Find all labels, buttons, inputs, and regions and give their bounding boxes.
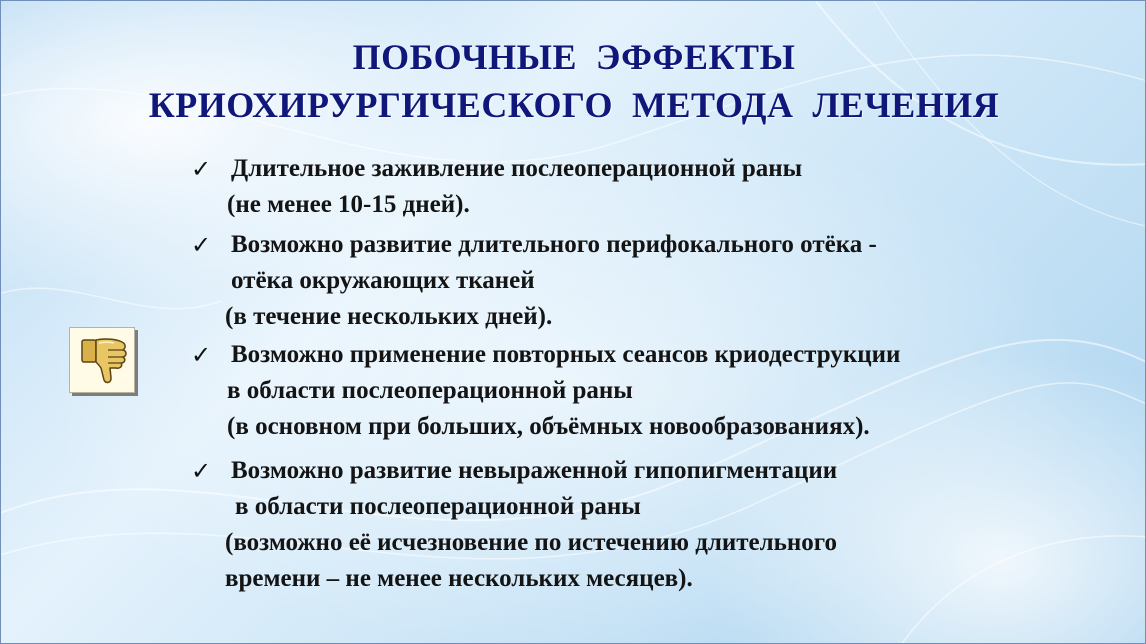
list-item-line: времени – не менее нескольких месяцев). — [225, 565, 693, 592]
list-item-line: (не менее 10-15 дней). — [227, 191, 470, 218]
list-item-line: (в течение нескольких дней). — [225, 303, 553, 330]
list-item — [191, 151, 1111, 223]
list-item-line: Длительное заживление послеоперационной раны — [231, 155, 803, 182]
list-item-line: Возможно развитие длительного перифокального отёка - — [231, 231, 877, 258]
title-line-2: КРИОХИРУРГИЧЕСКОГО МЕТОДА ЛЕЧЕНИЯ — [148, 85, 1000, 125]
title-line-1: ПОБОЧНЫЕ ЭФФЕКТЫ — [352, 37, 796, 77]
list-item-line: отёка окружающих тканей — [231, 267, 535, 294]
list-item-line: в области послеоперационной раны — [235, 493, 641, 520]
check-icon: ✓ — [191, 231, 212, 259]
slide-title — [1, 33, 1146, 129]
check-icon: ✓ — [191, 155, 212, 183]
side-effects-list — [191, 151, 1111, 597]
list-item-line: в области послеоперационной раны — [227, 377, 633, 404]
list-item — [191, 453, 1111, 597]
list-item — [191, 227, 1111, 335]
list-item-line: (в основном при больших, объёмных новообразованиях). — [227, 413, 870, 440]
check-icon: ✓ — [191, 341, 212, 369]
list-item — [191, 337, 1111, 445]
thumbs-down-icon — [69, 327, 135, 393]
list-item-line: Возможно развитие невыраженной гипопигментации — [231, 457, 838, 484]
list-item-line: Возможно применение повторных сеансов криодеструкции — [231, 341, 901, 368]
check-icon: ✓ — [191, 457, 212, 485]
list-item-line: (возможно её исчезновение по истечению длительного — [225, 529, 838, 556]
